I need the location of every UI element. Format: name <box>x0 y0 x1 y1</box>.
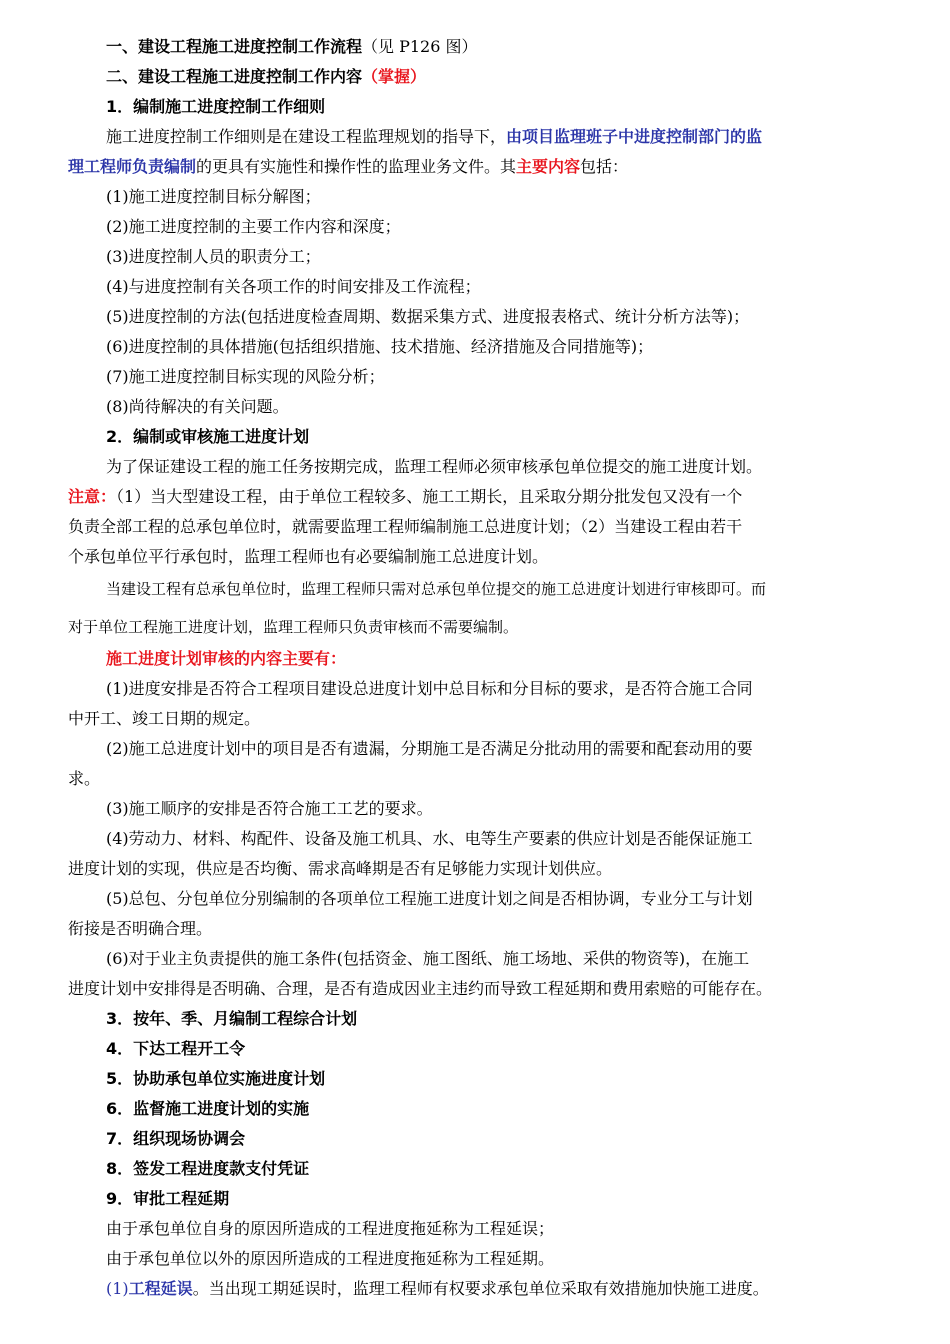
text-line-l1 <box>106 186 321 208</box>
text-segment: 衔接是否明确合理。 <box>68 919 213 938</box>
text-segment: 注意： <box>68 487 117 506</box>
text-line-r5b <box>68 918 212 940</box>
text-line-l6 <box>106 336 653 358</box>
text-segment: (2)施工总进度计划中的项目是否有遗漏，分期施工是否满足分批动用的需要和配套动用的要 <box>106 739 753 758</box>
text-segment: 9．审批工程延期 <box>106 1189 230 1208</box>
text-line-l3 <box>106 246 321 268</box>
text-line-p9a <box>106 1218 554 1240</box>
text-segment: 对于单位工程施工进度计划，监理工程师只负责审核而不需要编制。 <box>68 618 519 636</box>
text-segment: 由于承包单位以外的原因所造成的工程进度拖延称为工程延期。 <box>106 1249 555 1268</box>
text-segment: 进度计划的实现，供应是否均衡、需求高峰期是否有足够能力实现计划供应。 <box>68 859 613 878</box>
text-line-p3a <box>106 578 766 600</box>
text-line-p2a <box>106 456 762 478</box>
text-segment: 8．签发工程进度款支付凭证 <box>106 1159 310 1178</box>
text-line-s7 <box>106 1128 245 1150</box>
text-line-h2 <box>106 66 426 88</box>
text-line-p2c <box>68 516 742 538</box>
text-line-l5 <box>106 306 749 328</box>
text-segment: 包括： <box>580 157 629 176</box>
text-line-p3b <box>68 616 518 638</box>
text-segment: (7)施工进度控制目标实现的风险分析； <box>106 367 385 386</box>
text-line-r3 <box>106 798 433 820</box>
text-line-p9b <box>106 1248 554 1270</box>
text-segment: 主要有： <box>282 649 347 668</box>
text-segment: (1)进度安排是否符合工程项目建设总进度计划中总目标和分目标的要求，是否符合施工合同 <box>106 679 753 698</box>
text-line-l4 <box>106 276 481 298</box>
text-line-s4 <box>106 1038 245 1060</box>
text-segment: 。当出现工期延误时，监理工程师有权要求承包单位采取有效措施加快施工进度。 <box>192 1279 769 1298</box>
text-segment: 6．监督施工进度计划的实施 <box>106 1099 310 1118</box>
text-segment: （掌握） <box>362 67 427 86</box>
text-segment: （见 P126 图） <box>362 37 478 56</box>
text-segment: 理工程师负责编制 <box>68 157 197 176</box>
text-line-l7 <box>106 366 385 388</box>
text-segment: 个承包单位平行承包时，监理工程师也有必要编制施工总进度计划。 <box>68 547 549 566</box>
text-segment: （1）当大型建设工程，由于单位工程较多、施工工期长，且采取分期分批发包又没有一个 <box>116 487 743 506</box>
text-segment: 4．下达工程开工令 <box>106 1039 246 1058</box>
text-line-p2b <box>68 486 742 508</box>
text-line-p4 <box>106 648 346 670</box>
text-line-s9 <box>106 1188 229 1210</box>
text-segment: 进度计划中安排得是否明确、合理，是否有造成因业主违约而导致工程延期和费用索赔的可能存在。 <box>68 979 773 998</box>
text-segment: (5)进度控制的方法(包括进度检查周期、数据采集方式、进度报表格式、统计分析方法等)； <box>106 307 750 326</box>
text-line-r4a <box>106 828 753 850</box>
text-line-p1a <box>106 126 762 148</box>
text-line-s3 <box>106 1008 357 1030</box>
text-segment: 5．协助承包单位实施进度计划 <box>106 1069 326 1088</box>
text-line-l2 <box>106 216 401 238</box>
text-segment: (2)施工进度控制的主要工作内容和深度； <box>106 217 401 236</box>
text-segment: 工程延误 <box>128 1279 193 1298</box>
text-segment: 当建设工程有总承包单位时，监理工程师只需对总承包单位提交的施工总进度计划进行审核即可。而 <box>106 580 767 598</box>
text-segment: 3．按年、季、月编制工程综合计划 <box>106 1009 358 1028</box>
text-line-r6b <box>68 978 772 1000</box>
text-line-s8 <box>106 1158 309 1180</box>
text-segment: (8)尚待解决的有关问题。 <box>106 397 289 416</box>
text-line-r2b <box>68 768 100 790</box>
text-line-s5 <box>106 1068 325 1090</box>
text-line-r6a <box>106 948 749 970</box>
text-line-r5a <box>106 888 753 910</box>
text-segment: 主要内容 <box>516 157 581 176</box>
text-line-h1 <box>106 36 478 58</box>
text-segment: 的更具有实施性和操作性的监理业务文件。其 <box>196 157 517 176</box>
text-line-p1b <box>68 156 628 178</box>
text-segment: 施工进度控制工作细则是在建设工程监理规划的指导下， <box>106 127 507 146</box>
text-segment: 2．编制或审核施工进度计划 <box>106 427 310 446</box>
text-segment: 由于承包单位自身的原因所造成的工程进度拖延称为工程延误； <box>106 1219 555 1238</box>
text-segment: 求。 <box>68 769 101 788</box>
text-segment: (3)施工顺序的安排是否符合施工工艺的要求。 <box>106 799 433 818</box>
text-line-p2d <box>68 546 548 568</box>
text-segment: 施工进度计划审核的内容 <box>106 649 283 668</box>
text-line-s6 <box>106 1098 309 1120</box>
text-segment: (3)进度控制人员的职责分工； <box>106 247 321 266</box>
text-segment: (1)施工进度控制目标分解图； <box>106 187 321 206</box>
text-line-s2 <box>106 426 309 448</box>
text-segment: (4)劳动力、材料、构配件、设备及施工机具、水、电等生产要素的供应计划是否能保证施工 <box>106 829 753 848</box>
text-segment: 1．编制施工进度控制工作细则 <box>106 97 326 116</box>
text-segment: 一、建设工程施工进度控制工作流程 <box>106 37 363 56</box>
text-line-r1a <box>106 678 753 700</box>
text-segment: 负责全部工程的总承包单位时，就需要监理工程师编制施工总进度计划；（2）当建设工程由若干 <box>68 517 743 536</box>
text-segment: 由项目监理班子中进度控制部门的监 <box>506 127 763 146</box>
text-segment: 为了保证建设工程的施工任务按期完成，监理工程师必须审核承包单位提交的施工进度计划。 <box>106 457 763 476</box>
text-segment: (4)与进度控制有关各项工作的时间安排及工作流程； <box>106 277 481 296</box>
text-line-l8 <box>106 396 289 418</box>
text-segment: 7．组织现场协调会 <box>106 1129 246 1148</box>
text-line-r2a <box>106 738 753 760</box>
text-line-r4b <box>68 858 612 880</box>
text-segment: 中开工、竣工日期的规定。 <box>68 709 261 728</box>
text-segment: (5)总包、分包单位分别编制的各项单位工程施工进度计划之间是否相协调，专业分工与计划 <box>106 889 753 908</box>
text-line-r1b <box>68 708 260 730</box>
text-line-s1 <box>106 96 325 118</box>
text-line-p9c <box>106 1278 769 1300</box>
text-segment: (6)对于业主负责提供的施工条件(包括资金、施工图纸、施工场地、采供的物资等)，在施工 <box>106 949 750 968</box>
text-segment: (1) <box>106 1279 129 1298</box>
text-segment: 二、建设工程施工进度控制工作内容 <box>106 67 363 86</box>
text-segment: (6)进度控制的具体措施(包括组织措施、技术措施、经济措施及合同措施等)； <box>106 337 654 356</box>
